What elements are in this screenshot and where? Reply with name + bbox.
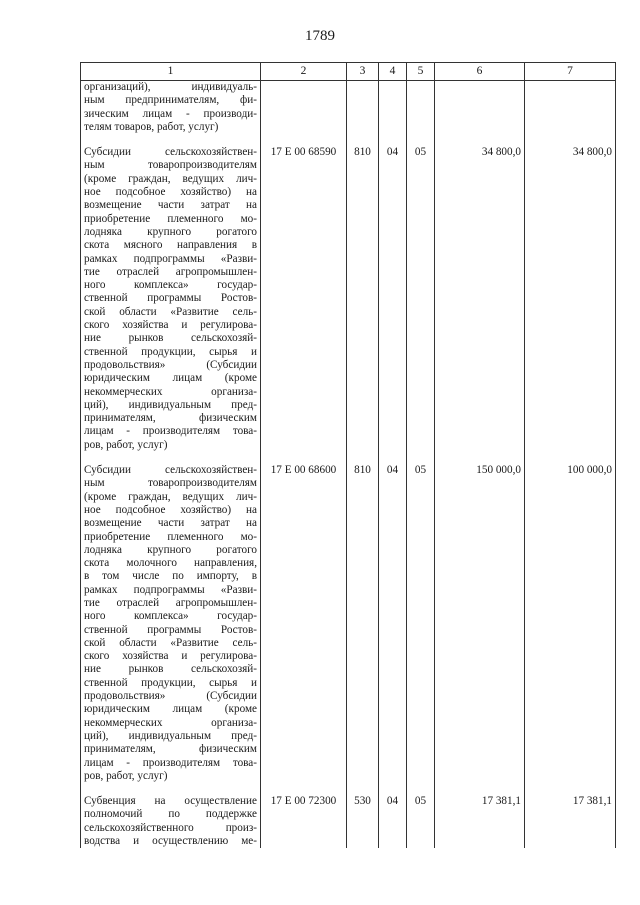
section-code: 04	[379, 452, 407, 783]
description-line: ного комплекса» государ-	[84, 279, 257, 292]
row-description	[81, 134, 261, 452]
amount-year-1: 150 000,0	[435, 452, 525, 783]
description-line: ственной программы Ростов-	[84, 623, 257, 636]
description-line: некоммерческих организа-	[84, 716, 257, 729]
description-line: ным товаропроизводителям	[84, 159, 257, 172]
amount-year-1: 17 381,1	[435, 783, 525, 848]
description-line: продовольствия» (Субсидии	[84, 690, 257, 703]
description-line: возмещение части затрат на	[84, 199, 257, 212]
description-line: в том числе по импорту, в	[84, 570, 257, 583]
description-line: телям товаров, работ, услуг)	[84, 120, 219, 133]
description-line: зическим лицам - производи-	[84, 107, 257, 120]
description-line: продовольствия» (Субсидии	[84, 358, 257, 371]
amount-year-1: 34 800,0	[435, 134, 525, 452]
amount-year-2: 17 381,1	[525, 783, 616, 848]
description-line: полномочий по поддержке	[84, 808, 257, 821]
target-article-code: 17 Е 00 68590	[261, 134, 347, 452]
table-row	[81, 134, 616, 452]
table-row	[81, 783, 616, 848]
description-line: сельскохозяйственного произ-	[84, 821, 257, 834]
table-row	[81, 452, 616, 783]
amount-year-2: 34 800,0	[525, 134, 616, 452]
page-number: 1789	[305, 28, 335, 44]
description-line: (кроме граждан, ведущих лич-	[84, 172, 257, 185]
description-line: ского хозяйства и регулирова-	[84, 650, 257, 663]
column-header: 6	[435, 63, 525, 81]
description-line: ров, работ, услуг)	[84, 438, 168, 451]
description-line: тие отраслей агропромышлен-	[84, 265, 257, 278]
description-line: некоммерческих организа-	[84, 385, 257, 398]
section-code: 04	[379, 134, 407, 452]
description-line: ное подсобное хозяйство) на	[84, 186, 257, 199]
expense-type-code: 810	[347, 452, 379, 783]
description-line: лицам - производителям това-	[84, 425, 257, 438]
subsection-code	[407, 81, 435, 135]
column-header: 4	[379, 63, 407, 81]
target-article-code: 17 Е 00 68600	[261, 452, 347, 783]
description-line: ние рынков сельскохозяй-	[84, 663, 257, 676]
description-line: (кроме граждан, ведущих лич-	[84, 490, 257, 503]
column-header: 3	[347, 63, 379, 81]
description-line: тие отраслей агропромышлен-	[84, 596, 257, 609]
target-article-code	[261, 81, 347, 135]
description-line: ственной продукции, сырья и	[84, 345, 257, 358]
description-line: рамках подпрограммы «Разви-	[84, 583, 257, 596]
description-line: ской области «Развитие сель-	[84, 636, 257, 649]
description-line: рамках подпрограммы «Разви-	[84, 252, 257, 265]
description-line: Субсидии сельскохозяйствен-	[84, 464, 257, 477]
description-line: ской области «Развитие сель-	[84, 305, 257, 318]
row-description	[81, 783, 261, 848]
description-line: ного комплекса» государ-	[84, 610, 257, 623]
expense-type-code: 530	[347, 783, 379, 848]
description-line: приобретение племенного мо-	[84, 530, 257, 543]
description-line: принимателям, физическим	[84, 743, 257, 756]
description-line: Субсидии сельскохозяйствен-	[84, 146, 257, 159]
subsection-code: 05	[407, 783, 435, 848]
description-line: организаций), индивидуаль-	[84, 81, 257, 93]
amount-year-2: 100 000,0	[525, 452, 616, 783]
table-row	[81, 81, 616, 135]
description-line: принимателям, физическим	[84, 412, 257, 425]
description-line: возмещение части затрат на	[84, 517, 257, 530]
expense-type-code: 810	[347, 134, 379, 452]
description-line: ций), индивидуальным пред-	[84, 398, 257, 411]
description-line: ций), индивидуальным пред-	[84, 729, 257, 742]
description-line: юридическим лицам (кроме	[84, 372, 257, 385]
column-header: 1	[81, 63, 261, 81]
description-line: Субвенция на осуществление	[84, 795, 257, 808]
table-header-row	[81, 63, 616, 81]
row-description	[81, 81, 261, 135]
expense-type-code	[347, 81, 379, 135]
section-code: 04	[379, 783, 407, 848]
description-line: ров, работ, услуг)	[84, 769, 168, 782]
budget-table	[80, 62, 616, 848]
description-line: ственной продукции, сырья и	[84, 676, 257, 689]
amount-year-1	[435, 81, 525, 135]
description-line: ным предпринимателям, фи-	[84, 94, 257, 107]
row-description	[81, 452, 261, 783]
description-line: скота молочного направления,	[84, 557, 257, 570]
description-line: скота мясного направления в	[84, 239, 257, 252]
description-line: юридическим лицам (кроме	[84, 703, 257, 716]
description-line: ского хозяйства и регулирова-	[84, 319, 257, 332]
description-line: ное подсобное хозяйство) на	[84, 503, 257, 516]
description-line: приобретение племенного мо-	[84, 212, 257, 225]
column-header: 7	[525, 63, 616, 81]
target-article-code: 17 Е 00 72300	[261, 783, 347, 848]
description-line: лодняка крупного рогатого	[84, 225, 257, 238]
column-header: 5	[407, 63, 435, 81]
section-code	[379, 81, 407, 135]
description-line: лодняка крупного рогатого	[84, 543, 257, 556]
description-line: ние рынков сельскохозяй-	[84, 332, 257, 345]
column-header: 2	[261, 63, 347, 81]
subsection-code: 05	[407, 134, 435, 452]
description-line: ным товаропроизводителям	[84, 477, 257, 490]
subsection-code: 05	[407, 452, 435, 783]
description-line: водства и осуществлению ме-	[84, 835, 257, 848]
description-line: лицам - производителям това-	[84, 756, 257, 769]
amount-year-2	[525, 81, 616, 135]
description-line: ственной программы Ростов-	[84, 292, 257, 305]
